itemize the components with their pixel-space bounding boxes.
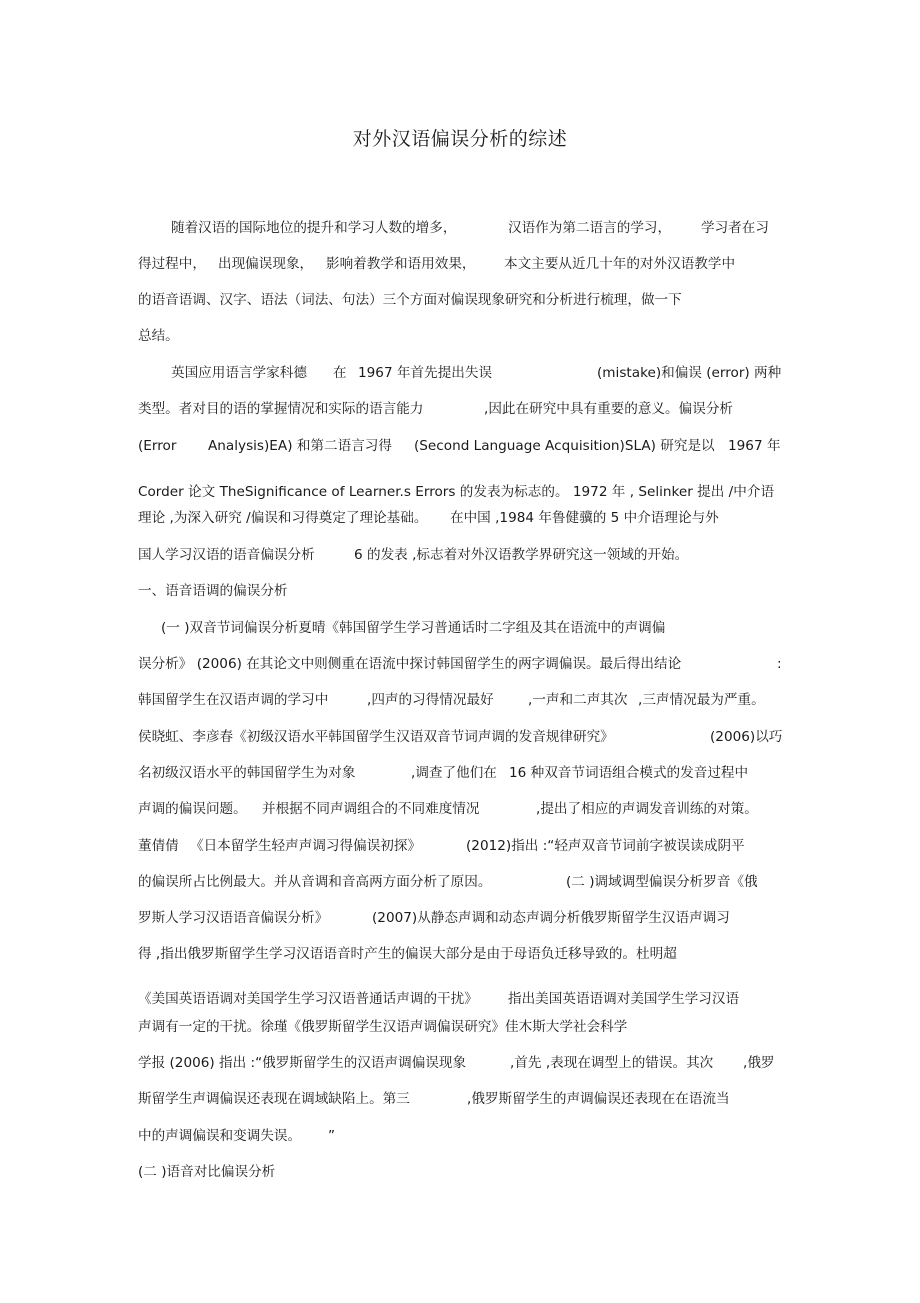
text-line-segment: 6 的发表 ,标志着对外汉语教学界研究这一领域的开始。 — [354, 547, 689, 563]
text-line-segment: 中的声调偏误和变调失误。 — [138, 1128, 302, 1144]
text-line-segment: 本文主要从近几十年的对外汉语教学中 — [504, 256, 736, 272]
text-line-segment: 随着汉语的国际地位的提升和学习人数的增多， — [171, 220, 457, 236]
text-line-segment: 学习者在习 — [701, 220, 769, 236]
text-line-segment: (2012)指出 :“轻声双音节词前字被误读成阴平 — [466, 838, 745, 854]
text-line-segment: Analysis)EA) 和第二语言习得 — [208, 438, 392, 454]
text-line-segment: (二 )调域调型偏误分析罗音《俄 — [566, 874, 758, 890]
text-line-segment: (2007)从静态声调和动态声调分析俄罗斯留学生汉语声调习 — [372, 910, 730, 926]
text-line-segment: 的语音语调、汉字、语法（词法、句法）三个方面对偏误现象研究和分析进行梳理，做一下 — [138, 292, 682, 308]
text-line-segment: 得 ,指出俄罗斯留学生学习汉语语音时产生的偏误大部分是由于母语负迁移导致的。杜明超 — [138, 946, 677, 962]
text-line-segment: 侯晓虹、李彦春《初级汉语水平韩国留学生汉语双音节词声调的发音规律研究》 — [138, 729, 614, 745]
text-line-segment: ,四声的习得情况最好 — [367, 692, 494, 708]
text-line-segment: 《美国英语语调对美国学生学习汉语普通话声调的干扰》 — [138, 991, 478, 1007]
text-line-segment: 指出美国英语语调对美国学生学习汉语 — [508, 991, 740, 1007]
text-line-segment: (一 )双音节词偏误分析夏晴《韩国留学生学习普通话时二字组及其在语流中的声调偏 — [161, 620, 666, 636]
text-line-segment: ,调查了他们在 — [411, 765, 497, 781]
text-line-segment: (mistake)和偏误 (error) 两种 — [597, 365, 782, 381]
text-line-segment: ,俄罗斯留学生的声调偏误还表现在在语流当 — [467, 1091, 730, 1107]
text-line-segment: 误分析》 (2006) 在其论文中则侧重在语流中探讨韩国留学生的两字调偏误。最后得出结论 — [138, 656, 682, 672]
text-line-segment: 总结。 — [138, 328, 179, 344]
text-line-segment: 声调有一定的干扰。徐瑾《俄罗斯留学生汉语声调偏误研究》佳木斯大学社会科学 — [138, 1019, 628, 1035]
text-line-segment: 得过程中， — [138, 256, 206, 272]
text-line-segment: 出现偏误现象， — [218, 256, 314, 272]
text-line-segment: ,三声情况最为严重。 — [638, 692, 765, 708]
text-line-segment: 名初级汉语水平的韩国留学生为对象 — [138, 765, 356, 781]
text-line-segment: 斯留学生声调偏误还表现在调域缺陷上。第三 — [138, 1091, 410, 1107]
text-line-segment: 并根据不同声调组合的不同难度情况 — [262, 801, 480, 817]
text-line-segment: 英国应用语言学家科德 — [171, 365, 307, 381]
text-line-segment: ,一声和二声其次 — [528, 692, 628, 708]
text-line-segment: (2006)以巧 — [710, 729, 783, 745]
text-line-segment: ,俄罗 — [743, 1055, 775, 1071]
text-line-segment: 影响着教学和语用效果， — [326, 256, 476, 272]
text-line-segment: 国人学习汉语的语音偏误分析 — [138, 547, 315, 563]
text-line-segment: 在中国 ,1984 年鲁健骥的 5 中介语理论与外 — [450, 510, 719, 526]
text-line-segment: ,提出了相应的声调发音训练的对策。 — [536, 801, 758, 817]
text-line-segment: (二 )语音对比偏误分析 — [138, 1164, 276, 1180]
text-line-segment: 理论 ,为深入研究 /偏误和习得奠定了理论基础。 — [138, 510, 428, 526]
text-line-segment: 在 — [333, 365, 347, 381]
text-line-segment: 16 种双音节词语组合模式的发音过程中 — [509, 765, 749, 781]
text-line-segment: 声调的偏误问题。 — [138, 801, 247, 817]
text-line-segment: Corder 论文 TheSignificance of Learner.s Errors 的发表为标志的。 1972 年 , Selinker 提出 /中介语 — [138, 484, 775, 500]
text-line-segment: 年 — [767, 438, 781, 454]
text-line-segment: 汉语作为第二语言的学习， — [508, 220, 672, 236]
text-line-segment: : — [777, 656, 782, 672]
text-line-segment: 1967 年首先提出失误 — [358, 365, 493, 381]
text-line-segment: 一、语音语调的偏误分析 — [138, 583, 288, 599]
text-line-segment: ” — [328, 1128, 336, 1144]
text-line-segment: (Error — [138, 438, 177, 454]
text-line-segment: 罗斯人学习汉语语音偏误分析》 — [138, 910, 329, 926]
text-line-segment: 韩国留学生在汉语声调的学习中 — [138, 692, 329, 708]
text-line-segment: 类型。者对目的语的掌握情况和实际的语言能力 — [138, 401, 424, 417]
text-line-segment: 董倩倩 — [138, 838, 179, 854]
document-title: 对外汉语偏误分析的综述 — [352, 128, 568, 150]
text-line-segment: ,因此在研究中具有重要的意义。偏误分析 — [484, 401, 734, 417]
text-line-segment: 的偏误所占比例最大。并从音调和音高两方面分析了原因。 — [138, 874, 492, 890]
text-line-segment: 学报 (2006) 指出 :“俄罗斯留学生的汉语声调偏误现象 — [138, 1055, 467, 1071]
text-line-segment: 《日本留学生轻声声调习得偏误初探》 — [190, 838, 422, 854]
text-line-segment: ,首先 ,表现在调型上的错误。其次 — [510, 1055, 714, 1071]
text-line-segment: (Second Language Acquisition)SLA) 研究是以 — [414, 438, 715, 454]
text-line-segment: 1967 — [728, 438, 763, 454]
